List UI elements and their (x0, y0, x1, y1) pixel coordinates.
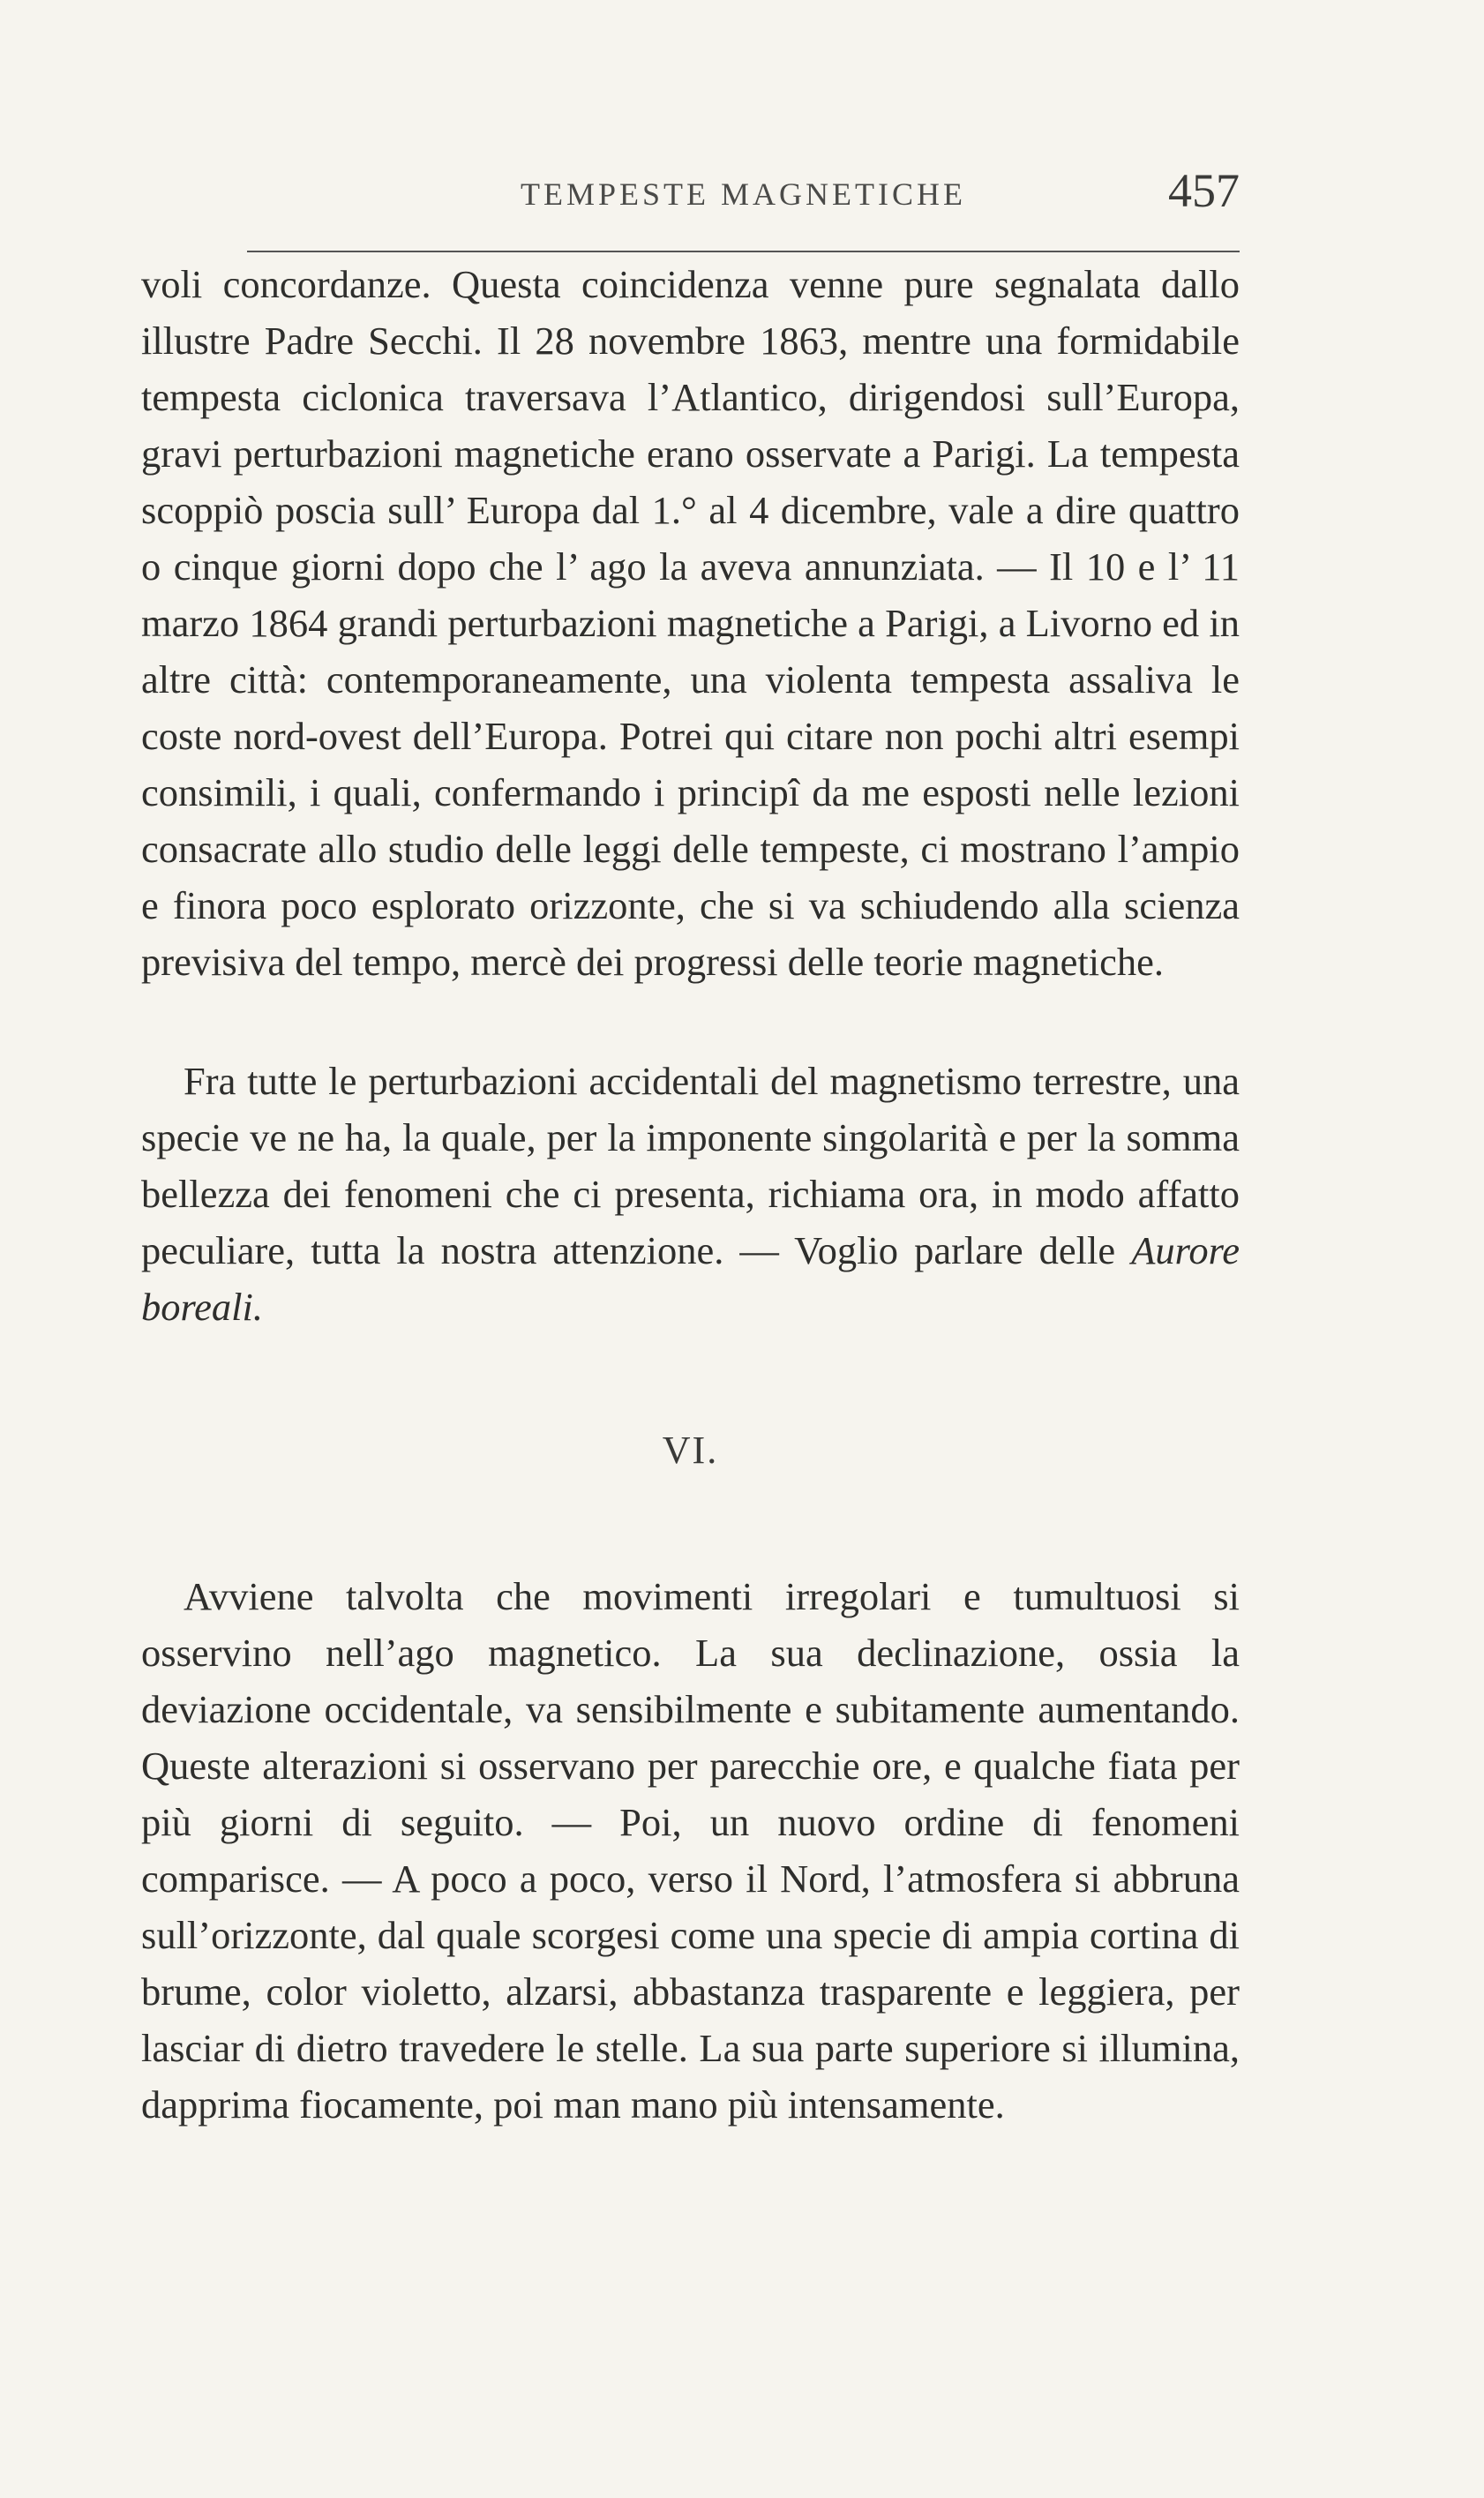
header-rule (247, 251, 1240, 252)
paragraph-2-text: Fra tutte le perturbazioni accidentali del magnetismo terrestre, una specie ve ne ha, la quale, per la imponente singolarità e per la somma bellezza dei fenomeni che ci presenta, richiama ora, in modo affatto peculiare, tutta la nostra attenzione. — Voglio parlare delle (141, 1059, 1240, 1272)
paragraph-3 (141, 1568, 1240, 2133)
paragraph-2 (141, 1053, 1240, 1335)
page-number: 457 (1168, 164, 1240, 217)
running-title: TEMPESTE MAGNETICHE (521, 176, 966, 212)
aurore-boreali-emphasis: Aurore boreali. (141, 1228, 1240, 1329)
paragraph-1-text: voli concordanze. Questa coincidenza venne pure segnalata dallo illustre Padre Secchi. Il 28 novembre 1863, mentre una formidabile tempesta ciclonica traversava l’Atlantico, dirigendosi sull’Europa, gravi perturbazioni magnetiche erano osservate a Parigi. La tempesta scoppiò poscia sull’ Europa dal 1.° al 4 dicembre, vale a dire quattro o cinque giorni dopo che l’ ago la aveva annunziata. — Il 10 e l’ 11 marzo 1864 grandi perturbazioni magnetiche a Parigi, a Livorno ed in altre città: contemporaneamente, una violenta tempesta assaliva le coste nord-ovest dell’Europa. Potrei qui citare non pochi altri esempi consimili, i quali, confermando i principî da me esposti nelle lezioni consacrate allo studio delle leggi delle tempeste, ci mostrano l’ampio e finora poco esplorato orizzonte, che si va schiudendo alla scienza previsiva del tempo, mercè dei progressi delle teorie magnetiche. (141, 262, 1240, 984)
paragraph-1 (141, 256, 1240, 990)
page-header (247, 163, 1240, 234)
paragraph-3-text: Avviene talvolta che movimenti irregolari e tumultuosi si osservino nell’ago magnetico. La sua declinazione, ossia la deviazione occidentale, va sensibilmente e subitamente aumentando. Queste alterazioni si osservano per parecchie ore, e qualche fiata per più giorni di seguito. — Poi, un nuovo ordine di fenomeni comparisce. — A poco a poco, verso il Nord, l’atmosfera si abbruna sull’orizzonte, dal quale scorgesi come una specie di ampia cortina di brume, color violetto, alzarsi, abbastanza trasparente e leggiera, per lasciar di dietro travedere le stelle. La sua parte superiore si illumina, dapprima fiocamente, poi man mano più intensamente. (141, 1574, 1240, 2127)
paragraph-2-container (141, 1053, 1240, 1335)
section-number: VI. (662, 1429, 719, 1472)
